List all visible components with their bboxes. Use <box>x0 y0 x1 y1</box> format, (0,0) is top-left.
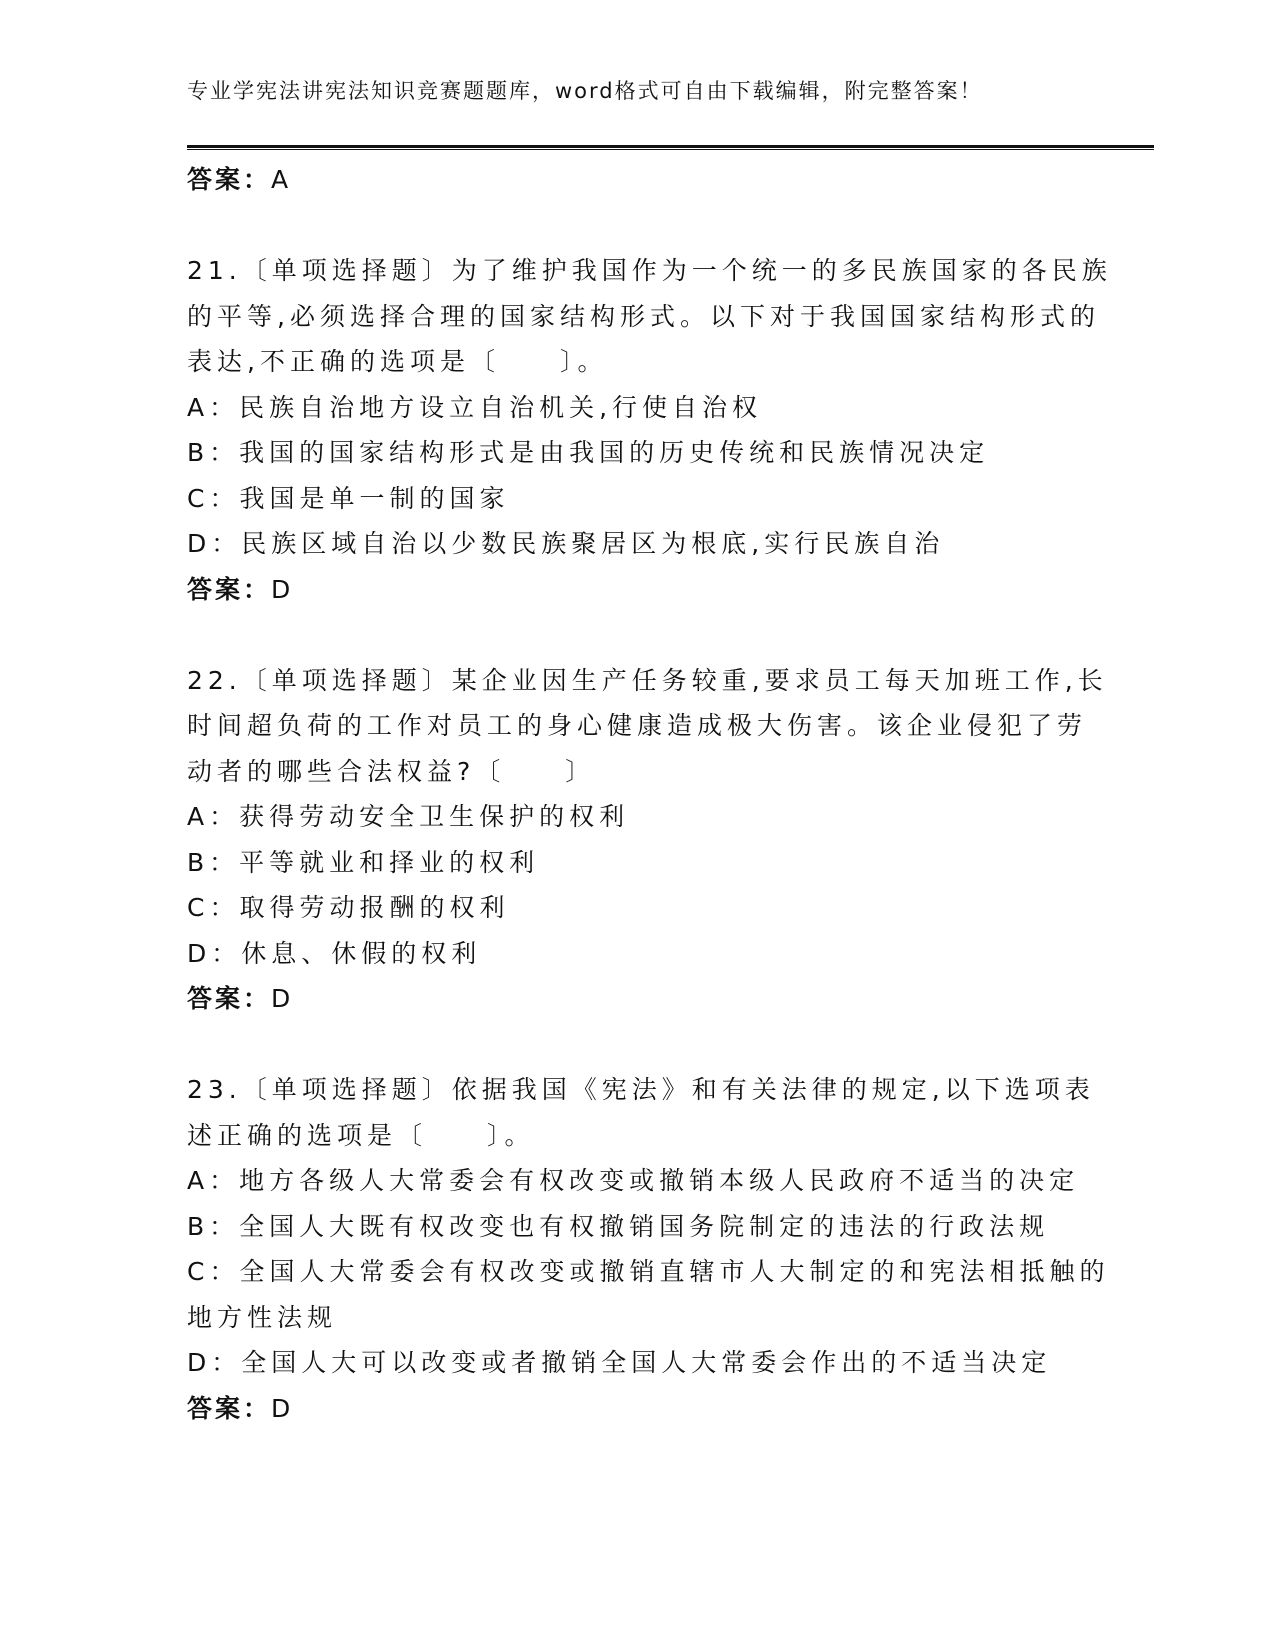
answer-label: 答案： <box>187 165 272 194</box>
option-d: D：全国人大可以改变或者撤销全国人大常委会作出的不适当决定 <box>187 1348 1052 1377</box>
answer-line <box>187 567 1087 613</box>
option-b: B：全国人大既有权改变也有权撤销国务院制定的违法的行政法规 <box>187 1211 1050 1241</box>
option-b: B：平等就业和择业的权利 <box>187 847 540 877</box>
answer-value: D <box>271 574 294 604</box>
answer-value: A <box>271 165 292 194</box>
answer-line <box>187 1386 1087 1432</box>
question-block <box>187 658 1108 1022</box>
option-d: D：民族区域自治以少数民族聚居区为根底,实行民族自治 <box>187 529 945 558</box>
spacer <box>187 1022 1087 1068</box>
answer-label: 答案： <box>187 1393 272 1423</box>
question-list <box>187 157 1112 1431</box>
answer-label: 答案： <box>187 574 272 604</box>
option-c: C：全国人大常委会有权改变或撤销直辖市人大制定的和宪法相抵触的 <box>187 1257 1110 1286</box>
question-stem-line: 21.〔单项选择题〕为了维护我国作为一个统一的多民族国家的各民族 <box>187 256 1112 285</box>
question-stem-line: 的平等,必须选择合理的国家结构形式。以下对于我国国家结构形式的 <box>187 301 1100 331</box>
spacer <box>187 612 1087 658</box>
question-block <box>187 1067 1110 1431</box>
question-stem-line: 表达,不正确的选项是〔 〕。 <box>187 347 608 376</box>
option-a: A：地方各级人大常委会有权改变或撤销本级人民政府不适当的决定 <box>187 1166 1080 1195</box>
question-stem-line: 23.〔单项选择题〕依据我国《宪法》和有关法律的规定,以下选项表 <box>187 1075 1095 1104</box>
option-d: D：休息、休假的权利 <box>187 938 482 968</box>
question-block <box>187 248 1112 612</box>
option-c: C：取得劳动报酬的权利 <box>187 893 510 922</box>
question-stem-line: 动者的哪些合法权益?〔 〕 <box>187 756 596 786</box>
option-a: A：获得劳动安全卫生保护的权利 <box>187 802 630 831</box>
answer-line <box>187 157 1087 203</box>
answer-label: 答案： <box>187 984 272 1013</box>
question-stem-line: 22.〔单项选择题〕某企业因生产任务较重,要求员工每天加班工作,长 <box>187 665 1108 695</box>
question-stem-line: 时间超负荷的工作对员工的身心健康造成极大伤害。该企业侵犯了劳 <box>187 711 1088 740</box>
page-header: 专业学宪法讲宪法知识竞赛题题库，word格式可自由下载编辑，附完整答案！ <box>187 79 983 103</box>
spacer <box>187 203 1087 249</box>
option-b: B：我国的国家结构形式是由我国的历史传统和民族情况决定 <box>187 438 990 467</box>
question-stem-line: 述正确的选项是〔 〕。 <box>187 1120 535 1150</box>
answer-line <box>187 976 1087 1022</box>
header-divider <box>187 145 1154 150</box>
answer-value: D <box>271 1393 294 1423</box>
option-a: A：民族自治地方设立自治机关,行使自治权 <box>187 392 763 422</box>
option-c-continued: 地方性法规 <box>187 1302 338 1332</box>
answer-value: D <box>271 984 294 1013</box>
option-c: C：我国是单一制的国家 <box>187 483 510 513</box>
